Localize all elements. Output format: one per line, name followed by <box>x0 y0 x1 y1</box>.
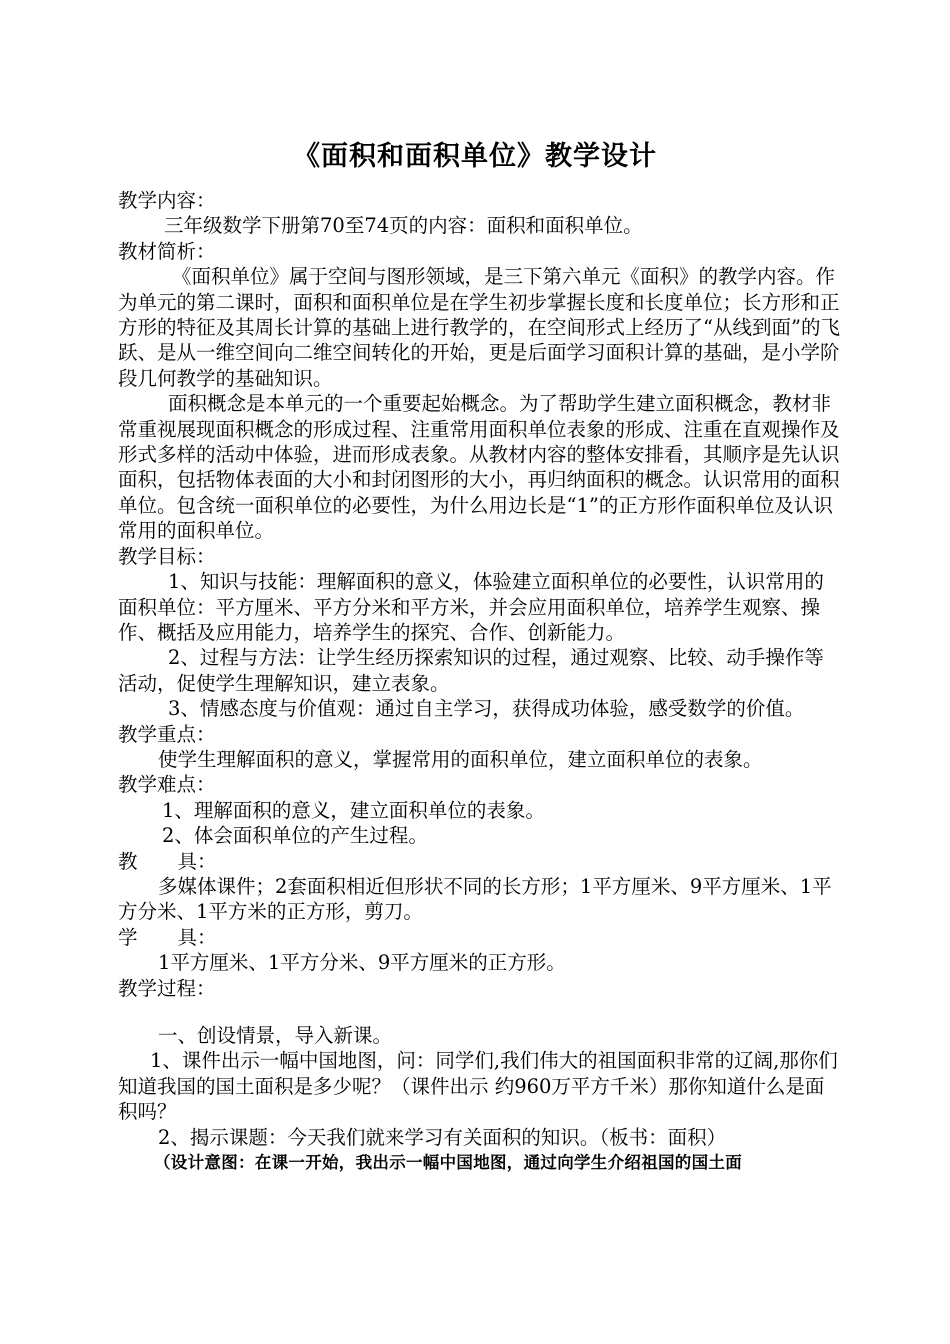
student-tools-text: 1平方厘米、1平方分米、9平方厘米的正方形。 <box>158 951 566 975</box>
teacher-tools-heading <box>118 849 842 874</box>
student-tools-char-1: 学 <box>118 925 138 949</box>
difficulty-heading: 教学难点： <box>118 773 216 797</box>
key-points-heading: 教学重点： <box>118 722 216 746</box>
document-title: 《面积和面积单位》教学设计 <box>293 141 657 172</box>
teacher-tools-char-1: 教 <box>118 849 138 873</box>
step-1-item-2: 2、揭示课题：今天我们就来学习有关面积的知识。（板书：面积） <box>158 1125 727 1149</box>
blank-line <box>118 1001 842 1023</box>
document-body <box>118 188 842 1175</box>
teacher-tools-char-2: 具： <box>177 849 217 873</box>
goal-item-3: 3、情感态度与价值观：通过自主学习，获得成功体验，感受数学的价值。 <box>168 697 805 721</box>
content-text: 三年级数学下册第70至74页的内容：面积和面积单位。 <box>164 214 643 238</box>
difficulty-item-1: 1、理解面积的意义，建立面积单位的表象。 <box>162 798 545 822</box>
analysis-heading: 教材简析： <box>118 239 216 263</box>
goals-heading: 教学目标： <box>118 544 216 568</box>
goal-item-2: 2、过程与方法：让学生经历探索知识的过程，通过观察、比较、动手操作等活动，促使学生理解知识，建立表象。 <box>118 646 824 695</box>
teacher-tools-text: 多媒体课件；2套面积相近但形状不同的长方形；1平方厘米、9平方厘米、1平方分米、1平方米的正方形，剪刀。 <box>118 874 832 924</box>
step-1-title: 一、创设情景，导入新课。 <box>158 1024 393 1047</box>
design-intent-note: （设计意图：在课一开始，我出示一幅中国地图，通过向学生介绍祖国的国土面 <box>154 1153 742 1173</box>
student-tools-char-2: 具： <box>177 925 217 949</box>
step-1-item-1: 1、课件出示一幅中国地图，问：同学们,我们伟大的祖国面积非常的辽阔,那你们知道我国的国土面积是多少呢？（课件出示 约960万平方千米）那你知道什么是面积吗？ <box>118 1049 838 1124</box>
content-heading: 教学内容： <box>118 189 216 212</box>
key-points-text: 使学生理解面积的意义，掌握常用的面积单位，建立面积单位的表象。 <box>158 747 763 771</box>
difficulty-item-2: 2、体会面积单位的产生过程。 <box>162 824 428 848</box>
student-tools-heading <box>118 925 842 950</box>
process-heading: 教学过程： <box>118 976 216 1000</box>
analysis-paragraph-2: 面积概念是本单元的一个重要起始概念。为了帮助学生建立面积概念，教材非常重视展现面积概念的形成过程、注重常用面积单位表象的形成、注重在直观操作及形式多样的活动中体验，进而形成表象。从教材内容的整体安排看，其顺序是先认识面积，包括物体表面的大小和封闭图形的大小，再归纳面积的概念。认识常用的面积单位。包含统一面积单位的必要性，为什么用边长是“1”的正方形作面积单位及认识常用的面积单位。 <box>118 392 840 543</box>
analysis-paragraph-1: 《面积单位》属于空间与图形领域，是三下第六单元《面积》的教学内容。作为单元的第二课时，面积和面积单位是在学生初步掌握长度和长度单位；长方形和正方形的特征及其周长计算的基础上进行教学的，在空间形式上经历了“从线到面”的飞跃、是从一维空间向二维空间转化的开始，更是后面学习面积计算的基础，是小学阶段几何教学的基础知识。 <box>118 265 840 390</box>
goal-item-1: 1、知识与技能：理解面积的意义，体验建立面积单位的必要性，认识常用的面积单位：平方厘米、平方分米和平方米，并会应用面积单位，培养学生观察、操作、概括及应用能力，培养学生的探究、合作、创新能力。 <box>118 570 824 644</box>
